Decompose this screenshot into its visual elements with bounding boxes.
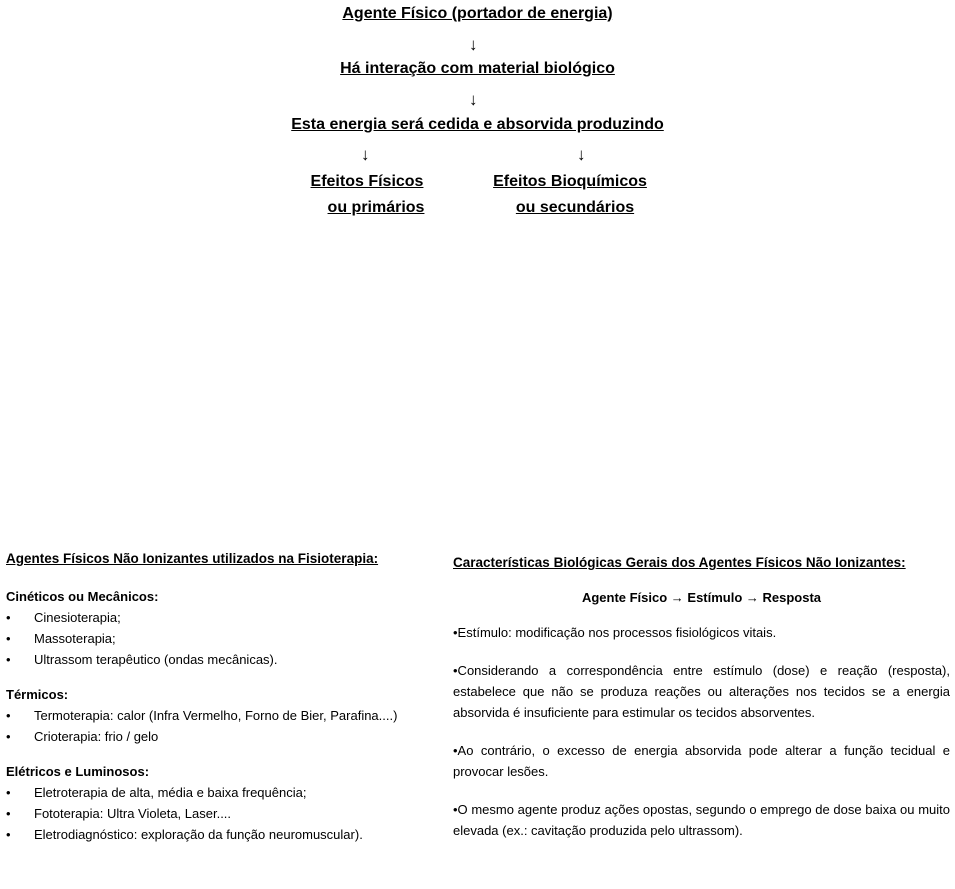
agents-list-title: Agentes Físicos Não Ionizantes utilizados na Fisioterapia: [6,551,379,566]
list-item: • Ultrassom terapêutico (ondas mecânicas). [6,649,438,670]
group-title-electric: Elétricos e Luminosos: [6,764,150,779]
down-arrow-icon: ↓ [361,145,370,164]
characteristics-subtitle: Agente Físico → Estímulo → Resposta [581,590,822,605]
characteristics-paragraph: •Considerando a correspondência entre estímulo (dose) e reação (resposta), estabelece que não se produza reações ou alterações nos tecidos se a energia absorvida é insuficiente para estimular os tecidos absorventes. [453,663,950,720]
list-item: • Cinesioterapia; [6,607,438,628]
list-item: • Eletrodiagnóstico: exploração da função neuromuscular). [6,824,438,845]
down-arrow-icon: ↓ [469,35,478,54]
effect-physical-line2: ou primários [327,199,425,216]
effect-physical [292,169,442,221]
effect-biochemical-line2: ou secundários [515,199,635,216]
characteristics-paragraph: •O mesmo agente produz ações opostas, segundo o emprego de dose baixa ou muito elevada (ex.: cavitação produzida pelo ultrassom). [453,802,950,838]
characteristics-paragraph: •Estímulo: modificação nos processos fisiológicos vitais. [453,625,777,640]
characteristics-paragraph: •Ao contrário, o excesso de energia absorvida pode alterar a função tecidual e provocar lesões. [453,743,950,779]
list-item: • Fototerapia: Ultra Violeta, Laser.... [6,803,438,824]
list-item: • Massoterapia; [6,628,438,649]
list-item: • Termoterapia: calor (Infra Vermelho, Forno de Bier, Parafina....) [6,705,438,726]
effect-biochemical-line1: Efeitos Bioquímicos [493,173,647,190]
down-arrow-icon: ↓ [577,145,586,164]
group-list-thermal [6,705,438,747]
group-title-kinetic: Cinéticos ou Mecânicos: [6,589,159,604]
group-list-electric [6,782,438,845]
group-title-thermal: Térmicos: [6,687,69,702]
list-item: • Eletroterapia de alta, média e baixa frequência; [6,782,438,803]
characteristics-title: Características Biológicas Gerais dos Agentes Físicos Não Ionizantes: [453,555,906,570]
agents-list-section [6,548,438,845]
flow-line-agent: Agente Físico (portador de energia) [342,5,613,22]
group-list-kinetic [6,607,438,670]
effect-physical-line1: Efeitos Físicos [310,173,424,190]
flow-line-energy: Esta energia será cedida e absorvida produzindo [291,116,664,133]
down-arrow-icon: ↓ [469,90,478,109]
flow-line-interaction: Há interação com material biológico [340,60,615,77]
characteristics-section [453,552,950,841]
effect-biochemical [480,169,660,221]
list-item: • Crioterapia: frio / gelo [6,726,438,747]
